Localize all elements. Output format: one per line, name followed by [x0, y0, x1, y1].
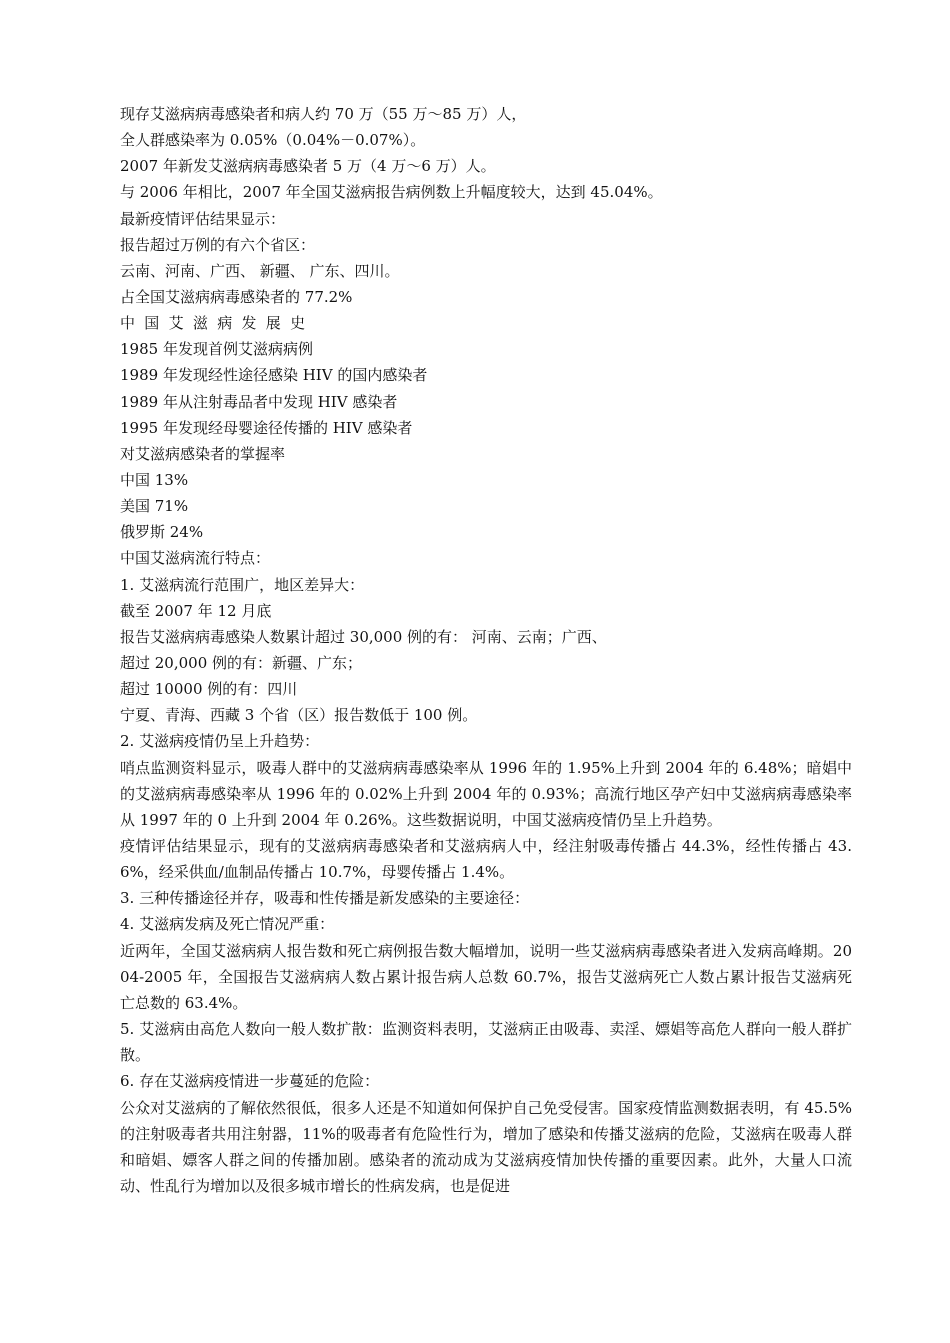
paragraph-risk: 公众对艾滋病的了解依然很低，很多人还是不知道如何保护自己免受侵害。国家疫情监测数据表明，有 45.5%的注射吸毒者共用注射器，11%的吸毒者有危险性行为，增加了感染和传播艾滋病的危险，艾滋病在吸毒人群和暗娼、嫖客人群之间的传播加剧。感染者的流动成为艾滋病疫情加快传播的重要因素。此外，大量人口流动、性乱行为增加以及很多城市增长的性病发病，也是促进 — [120, 1098, 852, 1196]
text-line-increase-2007: 与 2006 年相比，2007 年全国艾滋病报告病例数上升幅度较大，达到 45.04%。 — [120, 183, 663, 202]
feature-6-heading: 6. 存在艾滋病疫情进一步蔓延的危险： — [120, 1072, 380, 1091]
history-item-1989-sexual: 1989 年发现经性途径感染 HIV 的国内感染者 — [120, 366, 428, 385]
paragraph-transmission: 疫情评估结果显示，现有的艾滋病病毒感染者和艾滋病病人中，经注射吸毒传播占 44.3%，经性传播占 43.6%，经采供血/血制品传播占 10.7%，母婴传播占 1.4%。 — [120, 836, 852, 882]
text-line-infection-rate: 全人群感染率为 0.05%（0.04%－0.07%）。 — [120, 131, 426, 150]
text-line-provinces-share: 占全国艾滋病病毒感染者的 77.2% — [120, 287, 353, 306]
paragraph-surveillance: 哨点监测资料显示，吸毒人群中的艾滋病病毒感染率从 1996 年的 1.95%上升到 2004 年的 6.48%；暗娼中的艾滋病病毒感染率从 1996 年的 0.02%上升到 2004 年的 0.93%；高流行地区孕产妇中艾滋病病毒感染率从 1997 年的 0 上升到 2004 年 0.26%。这些数据说明，中国艾滋病疫情仍呈上升趋势。 — [120, 758, 852, 829]
feature-1-under-100: 宁夏、青海、西藏 3 个省（区）报告数低于 100 例。 — [120, 706, 478, 725]
text-line-provinces-list: 云南、河南、广西、 新疆、 广东、四川。 — [120, 261, 400, 280]
text-line-provinces-heading: 报告超过万例的有六个省区： — [120, 235, 316, 254]
feature-3-heading: 3. 三种传播途径并存，吸毒和性传播是新发感染的主要途径： — [120, 889, 530, 908]
text-line-current-cases: 现存艾滋病病毒感染者和病人约 70 万（55 万～85 万）人， — [120, 105, 527, 123]
text-line-new-infections-2007: 2007 年新发艾滋病病毒感染者 5 万（4 万～6 万）人。 — [120, 157, 496, 176]
awareness-china: 中国 13% — [120, 470, 189, 489]
text-line-assessment-heading: 最新疫情评估结果显示： — [120, 209, 286, 228]
feature-4-heading: 4. 艾滋病发病及死亡情况严重： — [120, 915, 335, 934]
history-item-1995: 1995 年发现经母婴途径传播的 HIV 感染者 — [120, 418, 413, 437]
awareness-russia: 俄罗斯 24% — [120, 523, 204, 542]
awareness-usa: 美国 71% — [120, 497, 189, 516]
section-title-features: 中国艾滋病流行特点： — [120, 549, 271, 568]
history-item-1985: 1985 年发现首例艾滋病病例 — [120, 340, 313, 359]
section-title-history: 中国艾滋病发展史 — [120, 314, 315, 333]
section-title-awareness: 对艾滋病感染者的掌握率 — [120, 444, 286, 463]
feature-2-heading: 2. 艾滋病疫情仍呈上升趋势： — [120, 732, 320, 751]
feature-5-paragraph: 5. 艾滋病由高危人数向一般人数扩散：监测资料表明，艾滋病正由吸毒、卖淫、嫖娼等高危人群向一般人群扩散。 — [120, 1020, 852, 1065]
feature-1-over-20000: 超过 20,000 例的有：新疆、广东； — [120, 653, 363, 672]
feature-1-over-30000: 报告艾滋病病毒感染人数累计超过 30,000 例的有： 河南、云南；广西、 — [120, 627, 607, 646]
paragraph-incidence: 近两年，全国艾滋病病人报告数和死亡病例报告数大幅增加，说明一些艾滋病病毒感染者进入发病高峰期。2004-2005 年，全国报告艾滋病病人数占累计报告病人总数 60.7%，报告艾滋病死亡人数占累计报告艾滋病死亡总数的 63.4%。 — [120, 941, 852, 1012]
feature-1-heading: 1. 艾滋病流行范围广，地区差异大： — [120, 575, 365, 594]
feature-1-date: 截至 2007 年 12 月底 — [120, 601, 272, 620]
history-item-1989-drug: 1989 年从注射毒品者中发现 HIV 感染者 — [120, 392, 398, 411]
feature-1-over-10000: 超过 10000 例的有：四川 — [120, 680, 298, 699]
document-body — [120, 101, 852, 1199]
